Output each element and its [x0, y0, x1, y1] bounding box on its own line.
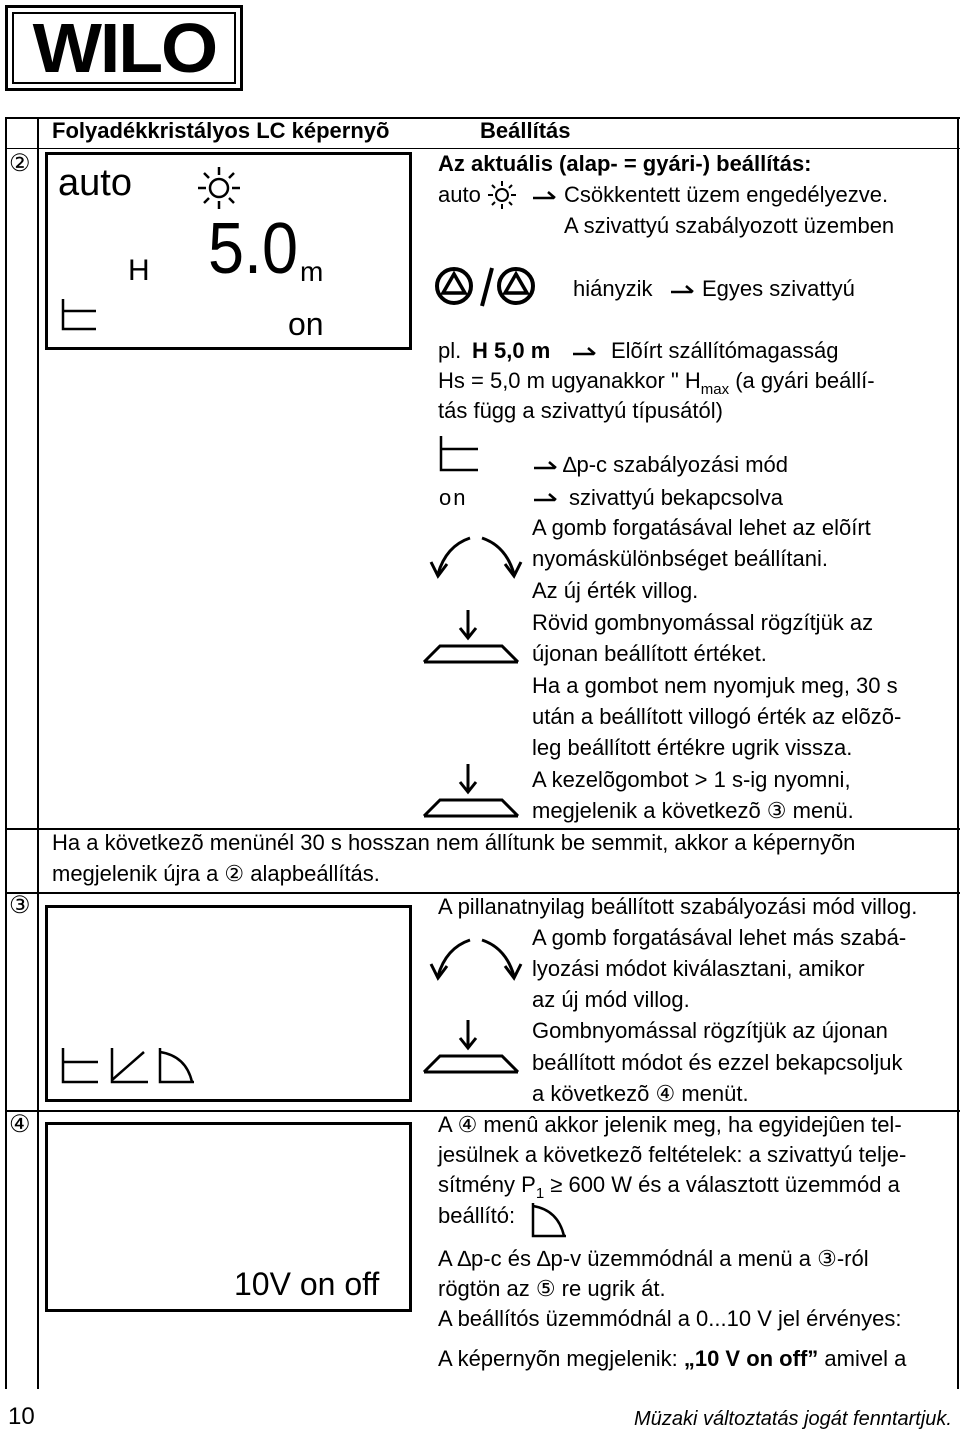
wilo-logo	[5, 5, 243, 91]
s2-hs-b: (a gyári beállí-	[729, 368, 875, 393]
section3-marker: ③	[9, 892, 31, 919]
s4-line3-sub: 1	[535, 1185, 545, 1202]
column-rule	[37, 117, 39, 1389]
lcd-value: 5.0	[208, 209, 299, 289]
section2-marker: ②	[9, 150, 31, 177]
header-rule	[5, 148, 960, 149]
page-number: 10	[8, 1403, 35, 1430]
s3-line4: az új mód villog.	[532, 987, 690, 1012]
s3-line3: lyozási módot kiválasztani, amikor	[532, 956, 865, 981]
header-lcd: Folyadékkristályos LC képernyõ	[52, 118, 390, 143]
s2-longpress2: megjelenik a következõ ③ menü.	[532, 798, 854, 823]
arrow-right-icon	[670, 282, 696, 296]
header-setting: Beállítás	[480, 118, 571, 143]
s2-single: Egyes szivattyú	[702, 276, 855, 301]
lcd-10v-on-off: 10V on off	[234, 1266, 380, 1302]
note-line1: Ha a következõ menünél 30 s hosszan nem állítunk be semmit, akkor a képernyõn	[52, 830, 856, 855]
s2-hs-a: Hs = 5,0 m ugyanakkor " H	[438, 368, 701, 393]
s4-line7: A beállítós üzemmódnál a 0...10 V jel érvényes:	[438, 1306, 902, 1331]
s4-line5: A ∆p-c és ∆p-v üzemmódnál a menü a ③-ról	[438, 1246, 869, 1271]
s2-on-text: szivattyú bekapcsolva	[569, 485, 783, 510]
s2-rotate1: A gomb forgatásával lehet az elõírt	[532, 515, 871, 540]
s3-line7: a következõ ④ menüt.	[532, 1081, 749, 1106]
s4-line4: beállító:	[438, 1203, 516, 1228]
wilo-logo-text: WILO	[32, 9, 216, 87]
s2-dpc: ∆p-c szabályozási mód	[563, 452, 788, 477]
rotate-knob-icon	[428, 528, 524, 582]
s2-longpress1: A kezelõgombot > 1 s-ig nyomni,	[532, 767, 851, 792]
dp-v-curve-mode-icon	[530, 1200, 570, 1240]
s4-line3-a: sítmény P	[438, 1172, 536, 1197]
s2-press1: Rövid gombnyomással rögzítjük az	[532, 610, 874, 635]
s4-line8-c: amivel a	[818, 1346, 907, 1371]
s4-line3-b: ≥ 600 W és a választott üzemmód a	[544, 1172, 900, 1197]
s3-line2: A gomb forgatásával lehet más szabá-	[532, 925, 907, 950]
s2-missing: hiányzik	[573, 276, 653, 301]
s2-on-label: on	[439, 485, 468, 510]
press-button-icon	[422, 606, 522, 666]
footer-note: Müzaki változtatás jogát fenntartjuk.	[634, 1408, 952, 1430]
s2-auto-text: Csökkentett üzem engedélyezve.	[564, 182, 889, 207]
s4-line8	[438, 1346, 906, 1372]
arrow-right-icon	[533, 458, 559, 472]
s2-regulated: A szivattyú szabályozott üzemben	[564, 213, 895, 238]
s2-auto-prefix: auto	[438, 182, 481, 207]
s2-hs-sub: max	[700, 381, 730, 398]
wilo-logo-inner	[12, 9, 236, 87]
s3-line5: Gombnyomással rögzítjük az újonan	[532, 1018, 888, 1043]
s4-line8-b: „10 V on off”	[683, 1346, 819, 1371]
sun-icon	[196, 165, 242, 211]
s2-timeout2: után a beállított villogó érték az elõzõ-	[532, 704, 902, 729]
sun-icon-small	[487, 180, 517, 210]
s3-line6: beállított módot és ezzel bekapcsoljuk	[532, 1050, 903, 1075]
table-right-rule	[957, 117, 959, 1389]
double-pump-icon	[434, 264, 538, 310]
s2-pl-bold: H 5,0 m	[472, 338, 551, 363]
lcd-display-3	[45, 905, 412, 1102]
control-modes-icon	[60, 1046, 200, 1086]
s4-line1: A ④ menû akkor jelenik meg, ha egyidejûen tel-	[438, 1112, 902, 1137]
lcd-display-2	[45, 152, 412, 350]
lcd-auto: auto	[58, 162, 132, 204]
press-button-long-icon	[422, 760, 522, 820]
s4-line3	[438, 1172, 900, 1201]
note-line2: megjelenik újra a ② alapbeállítás.	[52, 861, 380, 886]
s2-timeout1: Ha a gombot nem nyomjuk meg, 30 s	[532, 673, 898, 698]
s2-title: Az aktuális (alap- = gyári-) beállítás:	[438, 151, 812, 176]
lcd-unit: m	[300, 256, 324, 287]
s4-line2: jesülnek a következõ feltételek: a szivattyú telje-	[438, 1142, 907, 1167]
dp-c-mode-icon	[60, 297, 100, 333]
arrow-right-icon	[533, 490, 559, 504]
s2-rotate2: nyomáskülönbséget beállítani.	[532, 546, 828, 571]
lcd-on: on	[288, 306, 324, 342]
arrow-right-icon	[532, 188, 558, 202]
s2-pl-text: Elõírt szállítómagasság	[611, 338, 839, 363]
dp-c-mode-icon	[438, 434, 480, 474]
s2-pl-prefix: pl.	[438, 338, 462, 363]
arrow-right-icon	[572, 344, 598, 358]
rotate-knob-icon	[428, 930, 524, 984]
table-left-rule	[5, 117, 7, 1389]
press-button-icon	[422, 1016, 522, 1076]
s2-hs2: tás függ a szivattyú típusától)	[438, 398, 723, 423]
s4-line8-a: A képernyõn megjelenik:	[438, 1346, 684, 1371]
s2-timeout3: leg beállított értékre ugrik vissza.	[532, 735, 853, 760]
s2-rotate3: Az új érték villog.	[532, 578, 699, 603]
lcd-display-4	[45, 1122, 412, 1312]
lcd-h-label: H	[128, 254, 150, 287]
section4-marker: ④	[9, 1111, 31, 1138]
s3-line1: A pillanatnyilag beállított szabályozási mód villog.	[438, 894, 918, 919]
s4-line6: rögtön az ⑤ re ugrik át.	[438, 1276, 666, 1301]
s2-press2: újonan beállított értéket.	[532, 641, 767, 666]
s2-hs-line	[438, 368, 875, 397]
